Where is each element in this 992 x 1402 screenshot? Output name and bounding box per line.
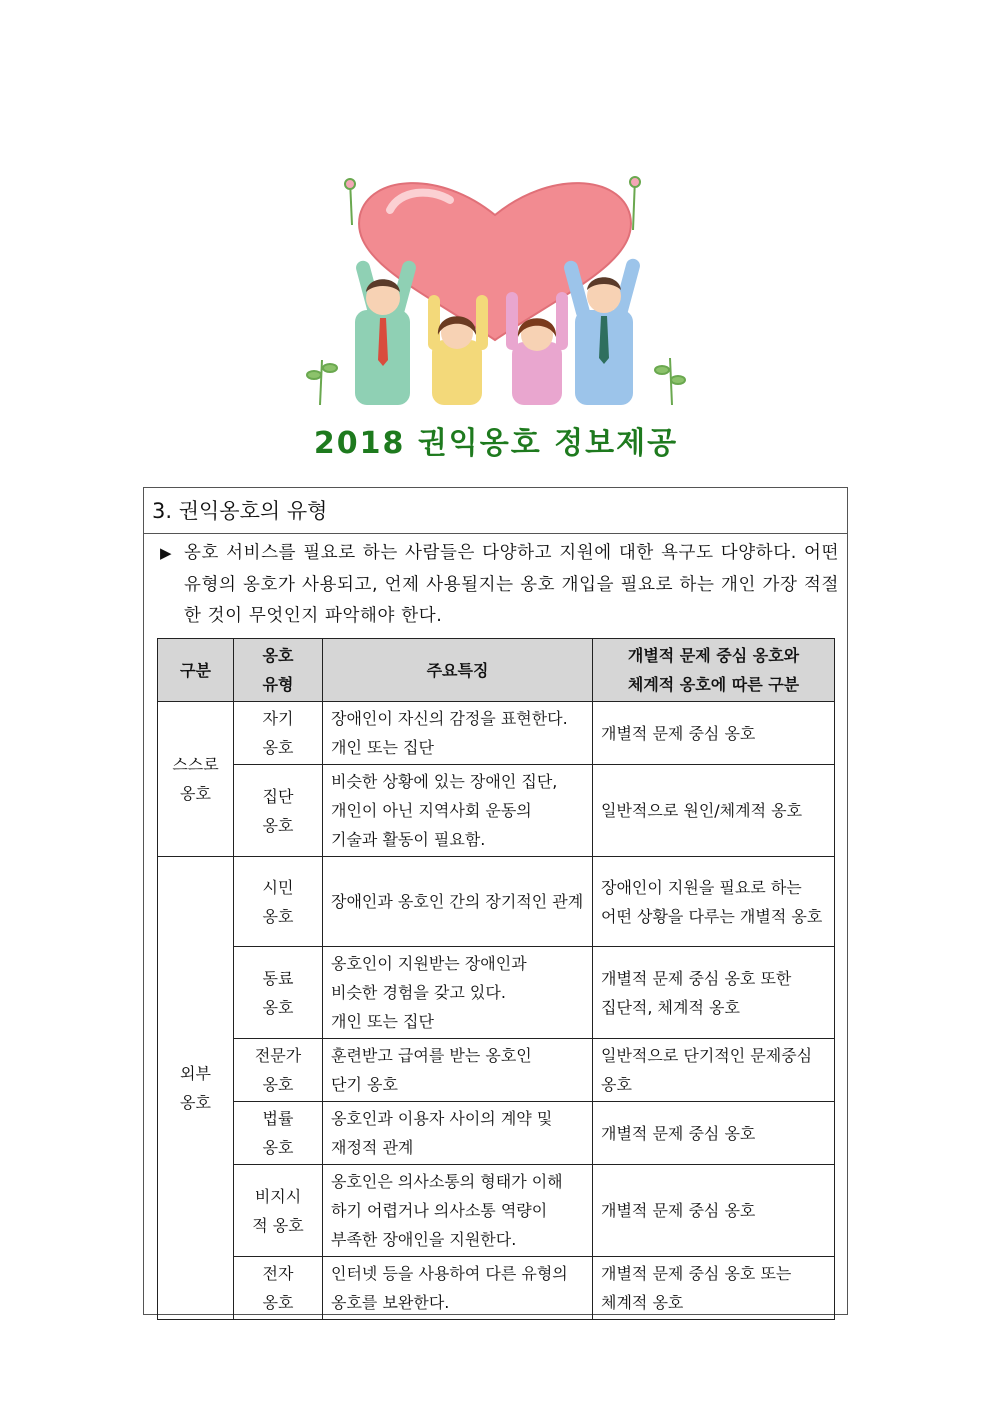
table-row xyxy=(158,857,835,947)
feature-cell: 장애인이 자신의 감정을 표현한다. 개인 또는 집단 xyxy=(323,702,593,765)
type-cell: 비지시 적 옹호 xyxy=(234,1165,323,1257)
header-category: 구분 xyxy=(158,639,234,702)
table-row xyxy=(158,1039,835,1102)
triangle-bullet-icon: ▶ xyxy=(160,544,173,562)
type-cell: 동료 옹호 xyxy=(234,947,323,1039)
group-cell: 스스로 옹호 xyxy=(158,702,234,857)
classification-cell: 일반적으로 원인/체계적 옹호 xyxy=(593,765,835,857)
table-row xyxy=(158,702,835,765)
header-type: 옹호 유형 xyxy=(234,639,323,702)
table-header-row xyxy=(158,639,835,702)
section-heading: 3. 권익옹호의 유형 xyxy=(144,488,847,534)
feature-cell: 옹호인이 지원받는 장애인과 비슷한 경험을 갖고 있다. 개인 또는 집단 xyxy=(323,947,593,1039)
table-row xyxy=(158,765,835,857)
type-cell: 법률 옹호 xyxy=(234,1102,323,1165)
type-cell: 전자 옹호 xyxy=(234,1257,323,1320)
feature-cell: 인터넷 등을 사용하여 다른 유형의 옹호를 보완한다. xyxy=(323,1257,593,1320)
intro-text: 옹호 서비스를 필요로 하는 사람들은 다양하고 지원에 대한 욕구도 다양하다. 어떤 유형의 옹호가 사용되고, 언제 사용될지는 옹호 개입을 필요로 하는 개인 가장 적절한 것이 무엇인지 파악해야 한다. xyxy=(184,543,839,626)
heart-illustration xyxy=(300,170,690,410)
classification-cell: 장애인이 지원을 필요로 하는 어떤 상황을 다루는 개별적 옹호 xyxy=(593,857,835,947)
feature-cell: 옹호인은 의사소통의 형태가 이해 하기 어렵거나 의사소통 역량이 부족한 장애인을 지원한다. xyxy=(323,1165,593,1257)
feature-cell: 비슷한 상황에 있는 장애인 집단, 개인이 아닌 지역사회 운동의 기술과 활동이 필요함. xyxy=(323,765,593,857)
feature-cell: 옹호인과 이용자 사이의 계약 및 재정적 관계 xyxy=(323,1102,593,1165)
type-cell: 집단 옹호 xyxy=(234,765,323,857)
group-cell: 외부 옹호 xyxy=(158,857,234,1320)
classification-cell: 개별적 문제 중심 옹호 xyxy=(593,702,835,765)
classification-cell: 개별적 문제 중심 옹호 또한 집단적, 체계적 옹호 xyxy=(593,947,835,1039)
table-row xyxy=(158,1102,835,1165)
table-row xyxy=(158,1257,835,1320)
classification-cell: 일반적으로 단기적인 문제중심 옹호 xyxy=(593,1039,835,1102)
classification-cell: 개별적 문제 중심 옹호 xyxy=(593,1102,835,1165)
table-row xyxy=(158,1165,835,1257)
intro-paragraph xyxy=(154,538,839,633)
document-title: 2018 권익옹호 정보제공 xyxy=(313,426,679,461)
feature-cell: 장애인과 옹호인 간의 장기적인 관계 xyxy=(323,857,593,947)
classification-cell: 개별적 문제 중심 옹호 xyxy=(593,1165,835,1257)
type-cell: 전문가 옹호 xyxy=(234,1039,323,1102)
header-feature: 주요특징 xyxy=(323,639,593,702)
header-classification: 개별적 문제 중심 옹호와 체계적 옹호에 따른 구분 xyxy=(593,639,835,702)
classification-cell: 개별적 문제 중심 옹호 또는 체계적 옹호 xyxy=(593,1257,835,1320)
type-cell: 자기 옹호 xyxy=(234,702,323,765)
type-cell: 시민 옹호 xyxy=(234,857,323,947)
content-frame xyxy=(143,487,848,1315)
table-row xyxy=(158,947,835,1039)
advocacy-types-table xyxy=(157,638,835,1320)
feature-cell: 훈련받고 급여를 받는 옹호인 단기 옹호 xyxy=(323,1039,593,1102)
